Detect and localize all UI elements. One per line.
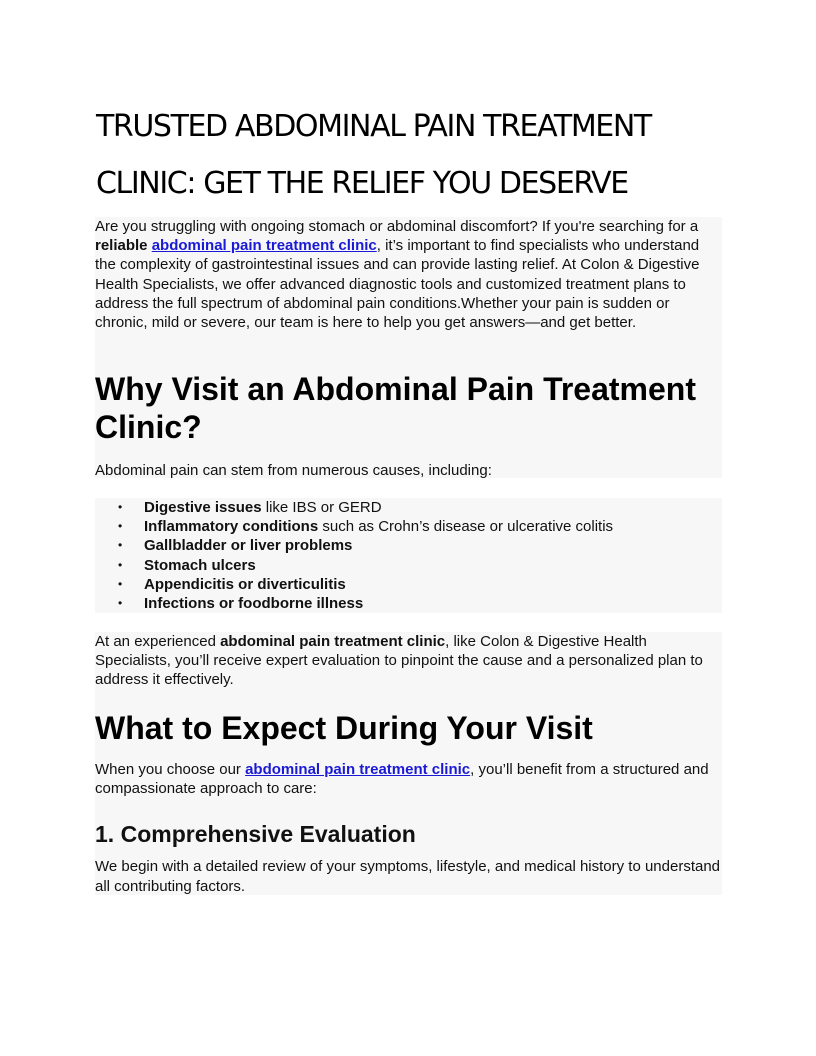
abdominal-pain-clinic-link[interactable]: abdominal pain treatment clinic [151,237,377,255]
title-line-2: CLINIC: GET THE RELIEF YOU DESERVE [96,166,628,201]
causes-list-item [95,536,722,555]
bullet-icon: • [118,596,123,611]
step-1-heading [95,820,722,848]
expect-text-start: When you choose our [95,761,246,778]
causes-list-item [95,575,722,594]
intro-text-end: , it’s important to find specialists who understand the complexity of gastrointestinal issues and can provide lasting relief. At Colon & Digestive Health Specialists, we offer advanced diagnostic tools and customized treatment plans to address the full spectrum of abdominal pain conditions.Whether your pain is sudden or chronic, mild or severe, our team is here to help you get answers—and get better. [95,237,700,332]
causes-list-item [95,498,722,517]
causes-list-item [95,556,722,575]
bullet-icon: • [118,538,123,553]
section-expect-block [95,690,722,895]
causes-item-bold: Inflammatory conditions [144,518,319,536]
step-1-number: 1. [95,821,115,848]
para2-text-end: , like Colon & Digestive Health Specialists, you’ll receive expert evaluation to pinpoint the cause and a personalized plan to address it effectively. [95,633,703,689]
para2-bold: abdominal pain treatment clinic [220,633,446,650]
section-expect-paragraph [95,760,722,798]
causes-list-block [95,498,722,613]
causes-list-item [95,517,722,536]
expect-text-end: , you’ll benefit from a structured and compassionate approach to care: [95,761,709,798]
causes-item-bold: Appendicitis or diverticulitis [144,575,346,593]
causes-item-bold: Infections or foodborne illness [144,595,364,613]
bullet-icon: • [118,519,123,534]
causes-item-bold: Stomach ulcers [144,556,256,574]
section-why-heading: Why Visit an Abdominal Pain Treatment Clinic? [95,371,696,445]
intro-paragraph [95,217,722,332]
causes-list [95,498,722,613]
para2-text-start: At an experienced [95,633,221,650]
title-line-1: TRUSTED ABDOMINAL PAIN TREATMENT [96,109,651,144]
causes-item-bold: Digestive issues [144,499,262,516]
intro-text-start: Are you struggling with ongoing stomach or abdominal discomfort? If you're searching for a [95,218,699,235]
abdominal-pain-clinic-link-2[interactable]: abdominal pain treatment clinic [245,761,471,778]
causes-item-bold: Gallbladder or liver problems [144,537,353,555]
para2-block [95,632,722,690]
bullet-icon: • [118,557,123,572]
section-why-lead: Abdominal pain can stem from numerous causes, including: [95,462,492,479]
para2-paragraph [95,632,722,690]
step-1-text: We begin with a detailed review of your symptoms, lifestyle, and medical history to understand all contributing factors. [95,858,721,895]
step-1-label: Comprehensive Evaluation [114,821,416,848]
section-expect-heading: What to Expect During Your Visit [95,710,593,746]
intro-bold: reliable [95,237,148,255]
intro-block [95,217,722,351]
causes-item-text: such as Crohn’s disease or ulcerative colitis [318,518,614,536]
causes-list-item [95,594,722,613]
bullet-icon: • [118,500,123,514]
bullet-icon: • [118,576,123,591]
section-why-block [95,351,722,478]
causes-item-text: like IBS or GERD [261,499,382,516]
page-title [96,98,736,212]
